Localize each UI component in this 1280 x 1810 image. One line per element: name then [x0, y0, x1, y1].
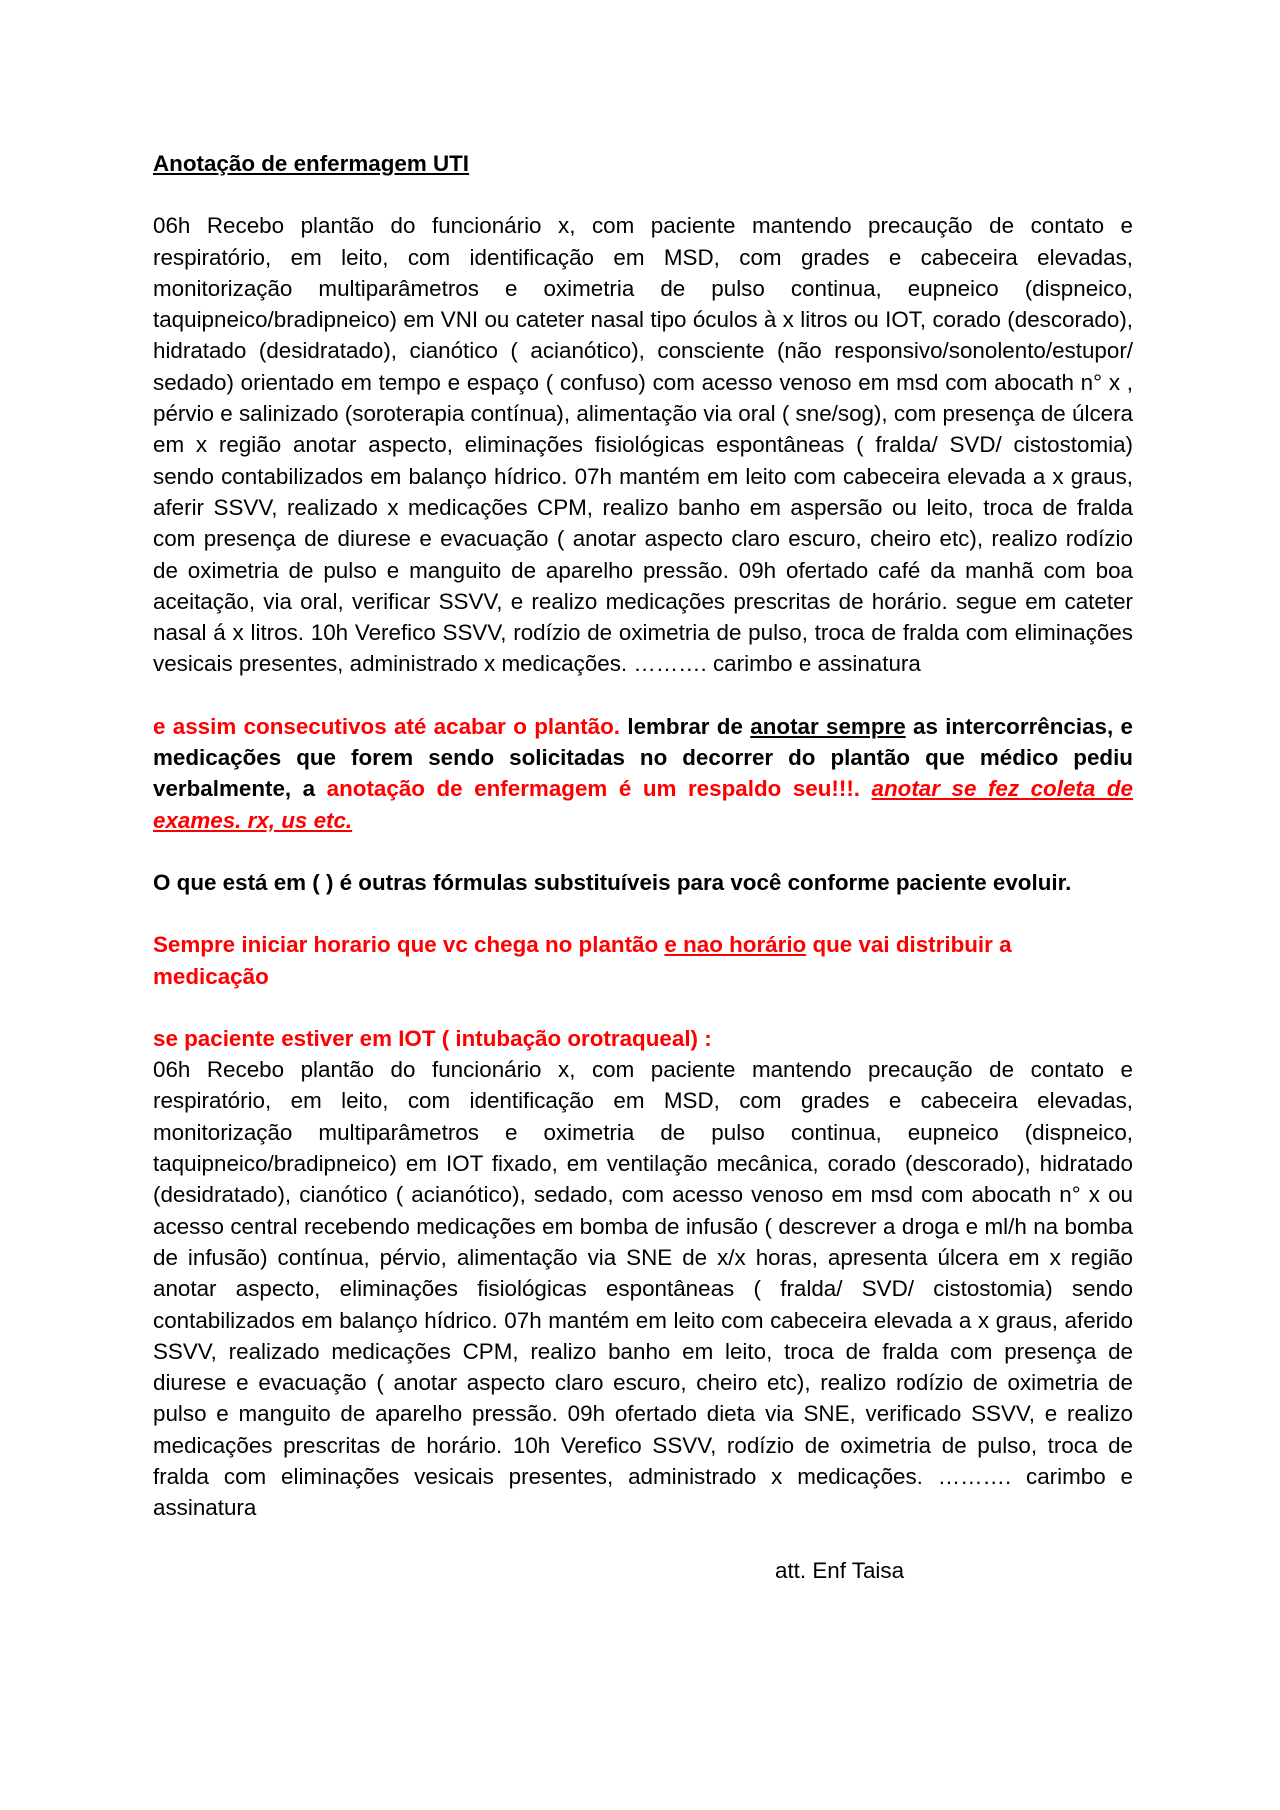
reminder-always-annotate: anotar sempre — [750, 713, 906, 739]
document-page — [153, 148, 1133, 1586]
signature: att. Enf Taisa — [775, 1557, 905, 1583]
reminder-exams-note: anotar se fez coleta de exames. rx, us etc. — [153, 776, 1133, 833]
start-time-emphasis: e nao horário — [664, 932, 807, 958]
routine-annotation-paragraph: 06h Recebo plantão do funcionário x, com paciente mantendo precaução de contato e respiratório, em leito, com identificação em MSD, com grades e cabeceira elevadas, monitorização multiparâmetros e oximetria de pulso continua, eupneico (dispneico, taquipneico/bradipneico) em VNI ou cateter nasal tipo óculos à x litros ou IOT, corado (descorado), hidratado (desidratado), cianótico ( acianótico), consciente (não responsivo/sonolento/estupor/ sedado) orientado em tempo e espaço ( confuso) com acesso venoso em msd com abocath n° x , pérvio e salinizado (soroterapia contínua), alimentação via oral ( sne/sog), com presença de úlcera em x região anotar aspecto, eliminações fisiológicas espontâneas ( fralda/ SVD/ cistostomia) sendo contabilizados em balanço hídrico. 07h mantém em leito com cabeceira elevada a x graus, aferir SSVV, realizado x medicações CPM, realizo banho em aspersão ou leito, troca de fralda com presença de diurese e evacuação ( anotar aspecto claro escuro, cheiro etc), realizo rodízio de oximetria de pulso e manguito de aparelho pressão. 09h ofertado café da manhã com boa aceitação, via oral, verificar SSVV, e realizo medicações prescritas de horário. segue em cateter nasal á x litros. 10h Verefico SSVV, rodízio de oximetria de pulso, troca de fralda com eliminações vesicais presentes, administrado x medicações. ………. carimbo e assinatura — [153, 213, 1133, 677]
document-title: Anotação de enfermagem UTI — [153, 151, 470, 176]
substitution-note: O que está em ( ) é outras fórmulas substituíveis para você conforme paciente evoluir. — [153, 869, 1072, 895]
reminder-note — [153, 711, 1133, 836]
reminder-text-b: as intercorrências, e medicações que forem sendo solicitadas no decorrer do plantão que médico pediu verbalmente, a — [153, 713, 1133, 802]
start-time-note — [153, 929, 1133, 992]
start-time-text-b: que vai distribuir a medicação — [153, 932, 1012, 989]
reminder-consecutive: e assim consecutivos até acabar o plantão. — [153, 713, 621, 739]
reminder-backup-statement: anotação de enfermagem é um respaldo seu!!!. — [326, 776, 860, 802]
iot-annotation-paragraph: 06h Recebo plantão do funcionário x, com paciente mantendo precaução de contato e respiratório, em leito, com identificação em MSD, com grades e cabeceira elevadas, monitorização multiparâmetros e oximetria de pulso continua, eupneico (dispneico, taquipneico/bradipneico) em IOT fixado, em ventilação mecânica, corado (descorado), hidratado (desidratado), cianótico ( acianótico), sedado, com acesso venoso em msd com abocath n° x ou acesso central recebendo medicações em bomba de infusão ( descrever a droga e ml/h na bomba de infusão) contínua, pérvio, alimentação via SNE de x/x horas, apresenta úlcera em x região anotar aspecto, eliminações fisiológicas espontâneas ( fralda/ SVD/ cistostomia) sendo contabilizados em balanço hídrico. 07h mantém em leito com cabeceira elevada a x graus, aferido SSVV, realizado medicações CPM, realizo banho em leito, troca de fralda com presença de diurese e evacuação ( anotar aspecto claro escuro, cheiro etc), realizo rodízio de oximetria de pulso e manguito de aparelho pressão. 09h ofertado dieta via SNE, verificado SSVV, e realizo medicações prescritas de horário. 10h Verefico SSVV, rodízio de oximetria de pulso, troca de fralda com eliminações vesicais presentes, administrado x medicações. ………. carimbo e assinatura — [153, 1057, 1133, 1521]
start-time-text-a: Sempre iniciar horario que vc chega no plantão — [153, 932, 665, 958]
reminder-text-a: lembrar de — [620, 713, 751, 739]
iot-heading: se paciente estiver em IOT ( intubação orotraqueal) : — [153, 1025, 712, 1051]
